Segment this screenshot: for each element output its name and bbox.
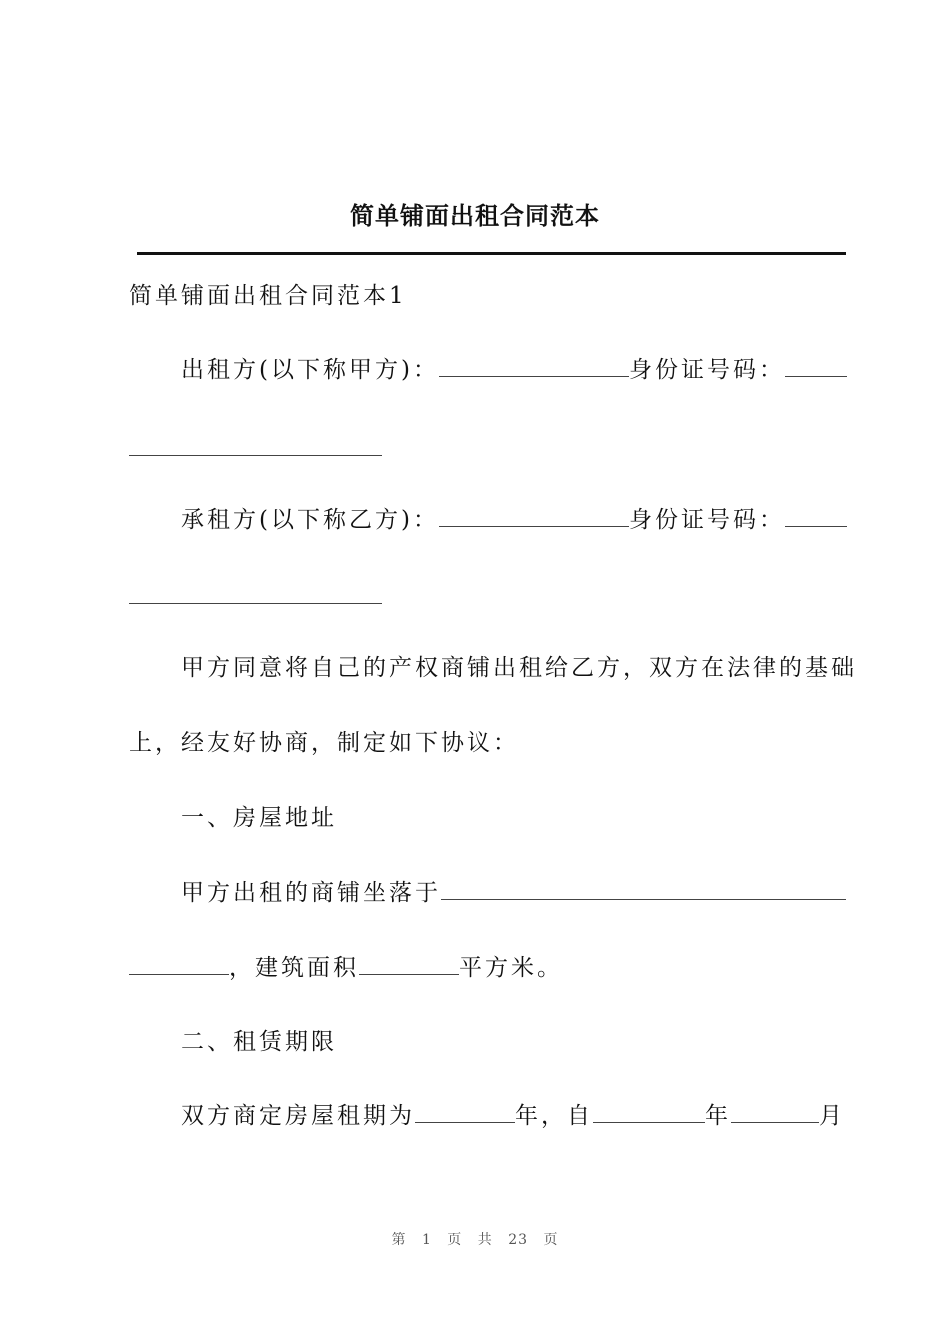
title-divider: [137, 252, 846, 255]
lessee-line: [181, 504, 845, 536]
section2-heading: 二、租赁期限: [181, 1029, 337, 1055]
lessee-id-blank: [785, 504, 847, 527]
lessee-name-blank: [439, 504, 629, 527]
area-label: ，建筑面积: [229, 955, 359, 981]
address-blank-continued: [129, 952, 229, 975]
lessee-label: 承租方(以下称乙方)：: [181, 507, 439, 533]
intro-paragraph-line2: 上，经友好协商，制定如下协议：: [129, 730, 519, 756]
page-number-footer: 第 1 页 共 23 页: [391, 1232, 559, 1248]
term-month-text: 月: [819, 1103, 845, 1129]
contract-subtitle: 简单铺面出租合同范本1: [129, 283, 407, 309]
lessee-id-blank-continued: [129, 603, 382, 604]
term-line: [181, 1100, 845, 1132]
document-title: 简单铺面出租合同范本: [350, 202, 600, 230]
term-year2-text: 年: [705, 1103, 731, 1129]
area-suffix: 平方米。: [459, 955, 563, 981]
term-prefix: 双方商定房屋租期为: [181, 1103, 415, 1129]
start-month-blank: [731, 1100, 819, 1123]
lessor-name-blank: [439, 354, 629, 377]
term-year-text: 年，自: [515, 1103, 593, 1129]
intro-paragraph-line1: 甲方同意将自己的产权商铺出租给乙方，双方在法律的基础: [181, 655, 857, 681]
address-prefix: 甲方出租的商铺坐落于: [181, 880, 441, 906]
section1-heading: 一、房屋地址: [181, 805, 337, 831]
lessor-id-label: 身份证号码：: [628, 357, 785, 383]
lessor-id-blank-continued: [129, 455, 382, 456]
area-line: [129, 952, 845, 984]
lessor-id-blank: [785, 354, 847, 377]
address-line: [181, 877, 845, 909]
lessor-label: 出租方(以下称甲方)：: [181, 357, 439, 383]
start-year-blank: [593, 1100, 705, 1123]
address-blank: [441, 877, 846, 900]
lessor-line: [181, 354, 845, 386]
term-years-blank: [415, 1100, 515, 1123]
lessee-id-label: 身份证号码：: [628, 507, 785, 533]
area-blank: [359, 952, 459, 975]
